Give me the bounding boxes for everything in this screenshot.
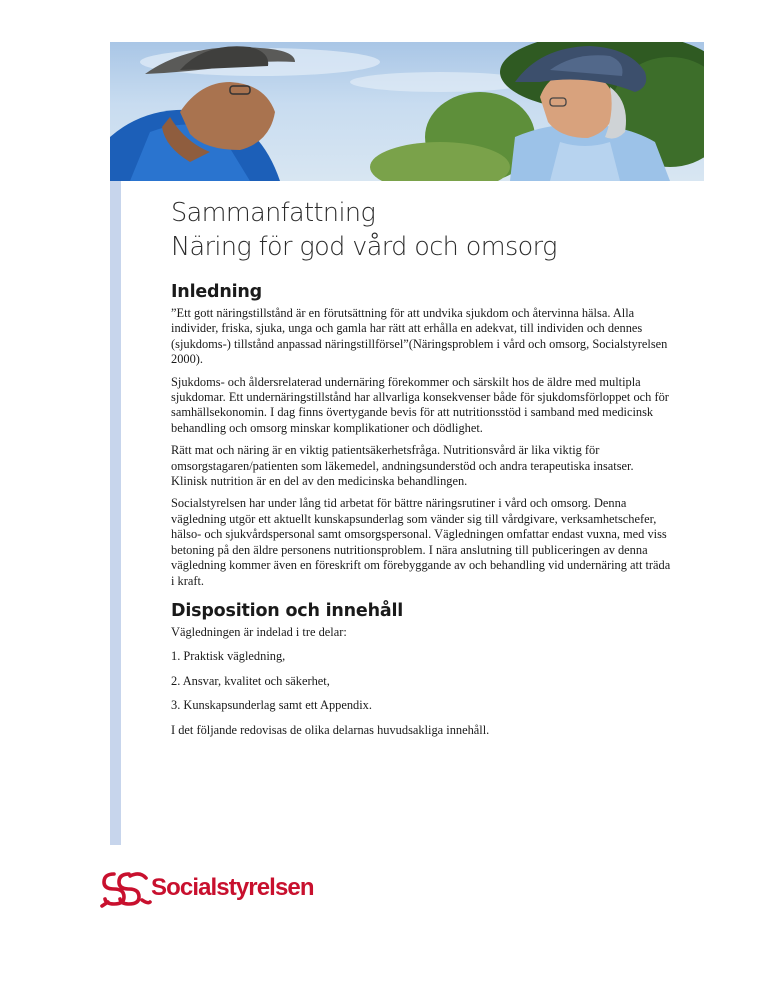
socialstyrelsen-logo (100, 868, 314, 908)
section-heading-disposition: Disposition och innehåll (171, 600, 404, 621)
disposition-list-item: 1. Praktisk vägledning, (171, 649, 286, 664)
intro-paragraph: Socialstyrelsen har under lång tid arbetat för bättre näringsrutiner i vård och omsorg. Denna vägledning utgör ett aktuellt kunskapsunderlag som vänder sig till vårdgivare, verksamhetschefer, hälso- och sjukvårdspersonal samt omsorgspersonal. Vägledningen omfattar endast vuxna, med viss betoning på den äldre personens nutritionsproblem. I nära anslutning till publiceringen av denna vägledning kommer även en föreskrift om förebyggande av och behandling vid undernäring att träda i kraft. (171, 496, 671, 588)
disposition-list-item: 2. Ansvar, kvalitet och säkerhet, (171, 673, 330, 688)
intro-paragraph: Rätt mat och näring är en viktig patientsäkerhetsfråga. Nutritionsvård är lika viktig för omsorgstagaren/patienten som läkemedel, andningsunderstöd och andra terapeutiska insatser. Klinisk nutrition är en del av den medicinska behandlingen. (171, 443, 634, 489)
intro-paragraph: ”Ett gott näringstillstånd är en förutsättning för att undvika sjukdom och återvinna hälsa. Alla individer, friska, sjuka, unga och gamla har rätt att erhålla en adekvat, till individen och dennes (sjukdoms-) tillstånd anpassad näringstillförsel”(Näringsproblem i vård och omsorg, Socialstyrelsen 2000). (171, 306, 668, 367)
disposition-list-item: 3. Kunskapsunderlag samt ett Appendix. (171, 698, 372, 713)
header-photo (110, 42, 704, 181)
disposition-intro: Vägledningen är indelad i tre delar: (171, 624, 347, 639)
document-body (171, 196, 671, 747)
socialstyrelsen-wordmark: Socialstyrelsen (151, 874, 314, 901)
section-heading-intro: Inledning (171, 282, 263, 302)
socialstyrelsen-emblem-icon (100, 868, 152, 908)
photo-two-elderly-people-icon (110, 42, 704, 181)
document-title-line-1: Sammanfattning (171, 198, 376, 228)
intro-paragraph: Sjukdoms- och åldersrelaterad undernäring förekommer och särskilt hos de äldre med multipla sjukdomar. Ett undernäringstillstånd har allvarliga konsekvenser både för sjukdomsförloppet och för samhällsekonomin. I dag finns övertygande bevis för att nutritionsstöd i samband med medicinsk behandling och omsorg minskar komplikationer och dödlighet. (171, 374, 669, 435)
document-title-line-2: Näring för god vård och omsorg (171, 232, 557, 262)
disposition-closing: I det följande redovisas de olika delarnas huvudsakliga innehåll. (171, 722, 490, 737)
decorative-side-bar (110, 181, 121, 845)
